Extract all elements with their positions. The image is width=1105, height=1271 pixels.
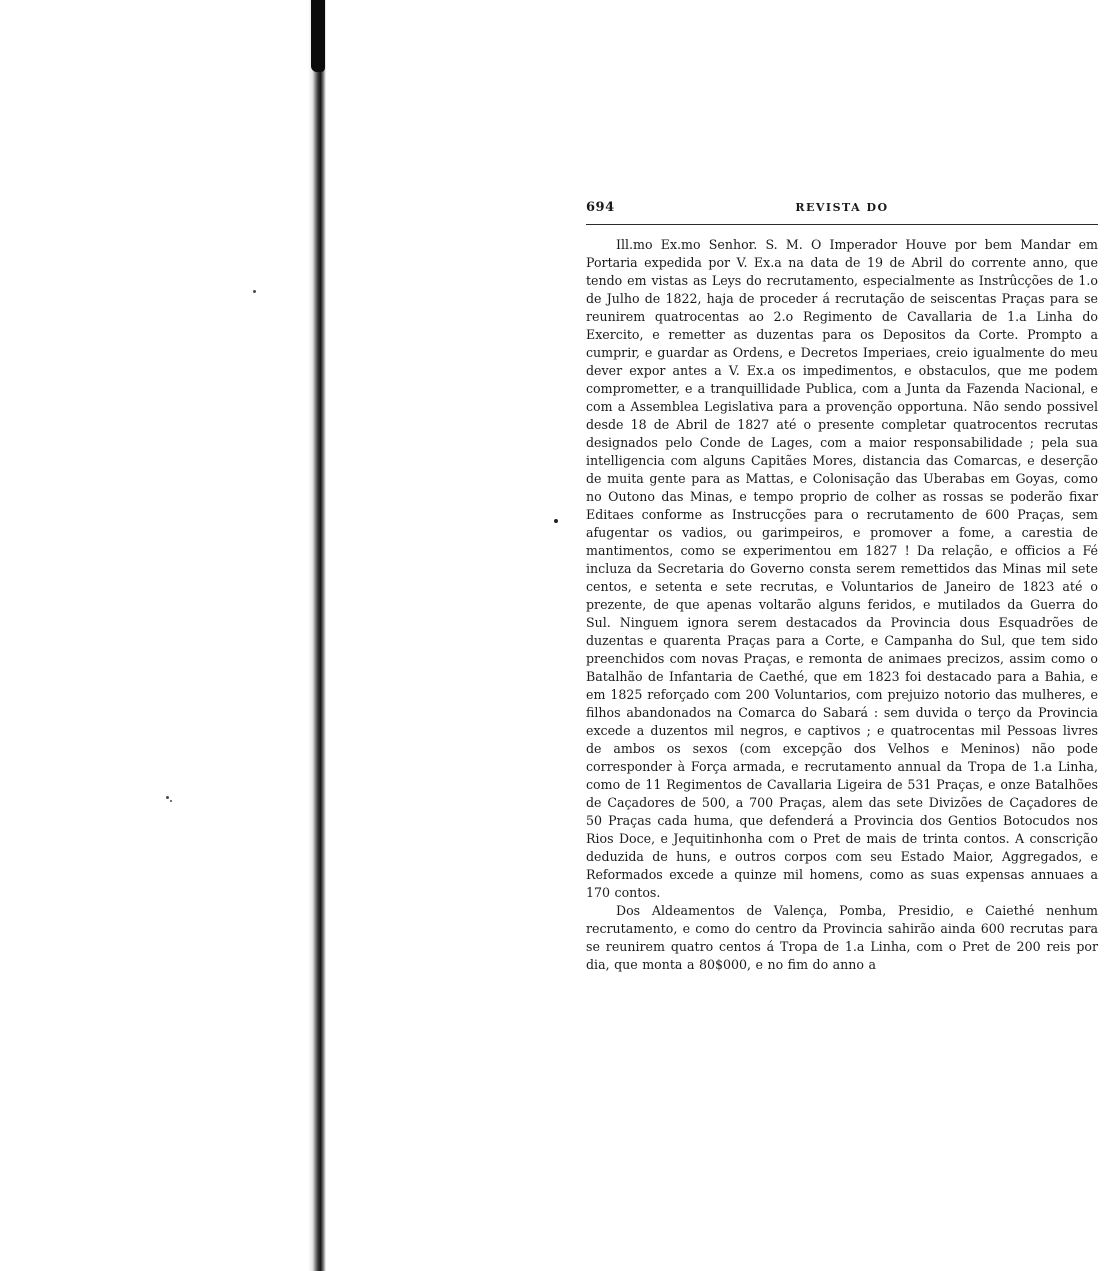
scan-speck xyxy=(554,519,558,523)
running-head xyxy=(586,196,1098,218)
paragraph-letter-body: Ill.mo Ex.mo Senhor. S. M. O Imperador Houve por bem Mandar em Portaria expedida por V. Ex.a na data de 19 de Abril do corrente anno, que tendo em vistas as Leys do recrutamento, especialmente as Instrûcções de 1.o de Julho de 1822, haja de proceder á recrutação de seiscentas Praças para se reunirem quatrocentas ao 2.o Regimento de Cavallaria de 1.a Linha do Exercito, e remetter as duzentas para os Depositos da Corte. Prompto a cumprir, e guardar as Ordens, e Decretos Imperiaes, creio igualmente do meu dever expor antes a V. Ex.a os impedimentos, e obstaculos, que me podem comprometter, e a tranquillidade Publica, com a Junta da Fazenda Nacional, e com a Assemblea Legislativa para a provenção opportuna. Não sendo possivel desde 18 de Abril de 1827 até o presente completar quatrocentos recrutas designados pelo Conde de Lages, com a maior responsabilidade ; pela sua intelligencia com alguns Capitães Mores, distancia das Comarcas, e deserção de muita gente para as Mattas, e Colonisação das Uberabas em Goyas, como no Outono das Minas, e tempo proprio de colher as rossas se poderão fixar Editaes conforme as Instrucções para o recrutamento de 600 Praças, sem afugentar os vadios, ou garimpeiros, e promover a fome, a carestia de mantimentos, como se experimentou em 1827 ! Da relação, e officios a Fé incluza da Secretaria do Governo consta serem remettidos das Minas mil sete centos, e setenta e sete recrutas, e Voluntarios de Janeiro de 1823 até o prezente, de que apenas voltarão alguns feridos, e mutilados da Guerra do Sul. Ninguem ignora serem destacados da Provincia dous Esquadrões de duzentas e quarenta Praças para a Corte, e Campanha do Sul, que tem sido preenchidos com novas Praças, e remonta de animaes precizos, assim como o Batalhão de Infantaria de Caethé, que em 1823 foi destacado para a Bahia, e em 1825 reforçado com 200 Voluntarios, com prejuizo notorio das mulheres, e filhos abandonados na Comarca do Sabará : sem duvida o terço da Provincia excede a duzentos mil negros, e captivos ; e quatrocentas mil Pessoas livres de ambos os sexos (com excepção dos Velhos e Meninos) não pode corresponder à Força armada, e recrutamento annual da Tropa de 1.a Linha, como de 11 Regimentos de Cavallaria Ligeira de 531 Praças, e onze Batalhões de Caçadores de 500, a 700 Praças, alem das sete Divizões de Caçadores de 50 Praças cada huma, que defenderá a Provincia dos Gentios Botocudos nos Rios Doce, e Jequitinhonha com o Pret de mais de trinta contos. A conscrição deduzida de huns, e outros corpos com seu Estado Maior, Aggregados, e Reformados excede a quinze mil homens, como as suas expensas annuaes a 170 contos. xyxy=(586,237,1098,900)
paragraph-aldeamentos: Dos Aldeamentos de Valença, Pomba, Presidio, e Caiethé nenhum recrutamento, e como do centro da Provincia sahirão ainda 600 recrutas para se reunirem quatro centos á Tropa de 1.a Linha, com o Pret de 200 reis por dia, que monta a 80$000, e no fim do anno a xyxy=(586,903,1098,972)
gutter-shadow xyxy=(311,0,325,72)
scan-speck xyxy=(170,800,172,802)
scan-speck xyxy=(253,290,256,293)
page-number: 694 xyxy=(586,200,615,215)
text-column xyxy=(586,196,1098,974)
running-title: REVISTA DO xyxy=(795,201,889,214)
header-rule xyxy=(586,224,1098,225)
binding-gutter xyxy=(308,0,326,1271)
scan-speck xyxy=(166,796,169,799)
